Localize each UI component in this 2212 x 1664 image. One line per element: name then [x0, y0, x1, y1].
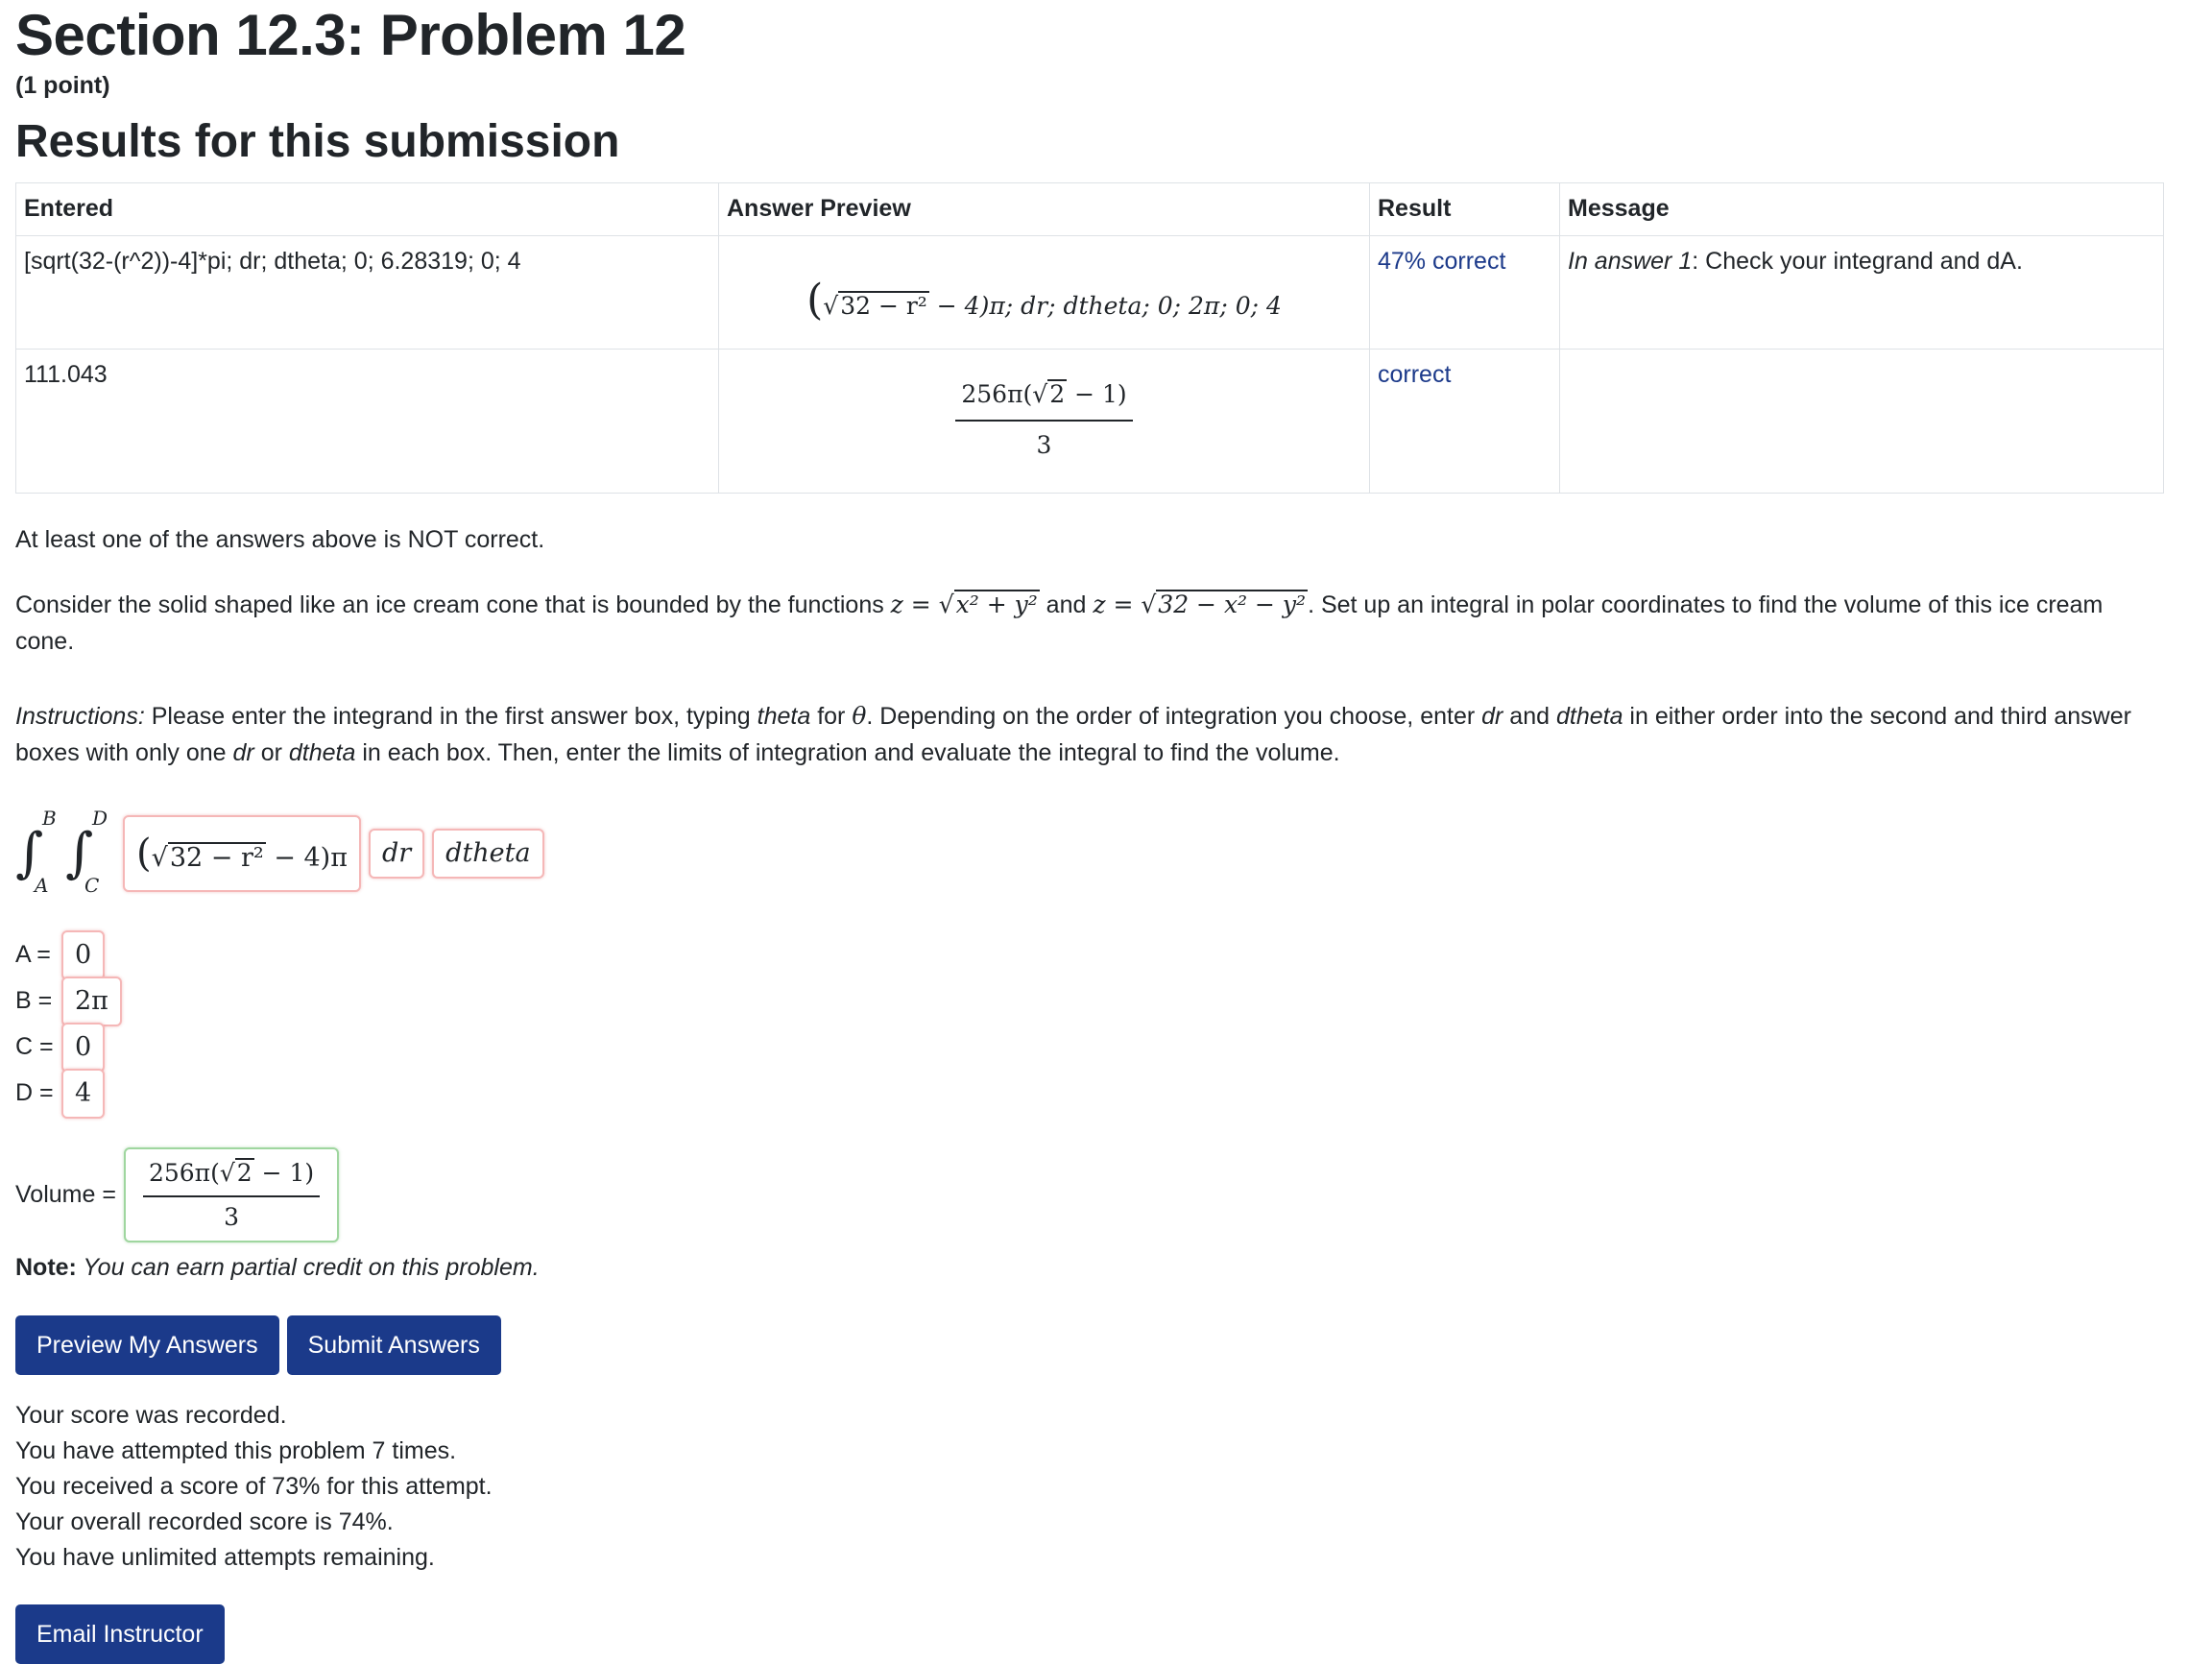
result-cell — [1370, 349, 1560, 493]
limit-b-input[interactable]: 2π — [61, 977, 122, 1027]
limit-b-row — [15, 978, 2197, 1025]
feedback-text: At least one of the answers above is NOT correct. — [15, 525, 545, 553]
status-line: You have unlimited attempts remaining. — [15, 1543, 435, 1571]
limit-d-input[interactable]: 4 — [61, 1069, 105, 1120]
message-prefix: In answer 1 — [1568, 247, 1693, 275]
results-header-row — [16, 183, 2164, 236]
differential-2-input[interactable]: dtheta — [432, 829, 543, 880]
preview-fraction: $\frac{256\pi(√2 - 1)}{3}$ — [955, 376, 1132, 464]
points-label: (1 point) — [15, 72, 110, 99]
preview-rest: − 4)π; dr; dtheta; 0; 2π; 0; 4 — [928, 291, 1282, 320]
email-instructor-button[interactable]: Email Instructor — [15, 1604, 225, 1664]
message-text: : Check your integrand and dA. — [1692, 247, 2023, 275]
status-line: You received a score of 73% for this attempt. — [15, 1472, 493, 1500]
limit-c-input[interactable]: 0 — [61, 1023, 105, 1073]
outer-integral-sign: ∫ B A — [15, 807, 57, 897]
result-text: correct — [1378, 360, 1452, 388]
limit-a-input[interactable]: 0 — [61, 930, 105, 981]
col-message: Message — [1560, 183, 2164, 236]
entered-cell: [sqrt(32-(r^2))-4]*pi; dr; dtheta; 0; 6.28319; 0; 4 — [16, 235, 719, 349]
limits-section — [15, 932, 2197, 1117]
col-answer-preview: Answer Preview — [719, 183, 1370, 236]
message-cell — [1560, 235, 2164, 349]
limit-c-row — [15, 1025, 2197, 1071]
limit-b-label: B = — [15, 987, 53, 1015]
col-result: Result — [1370, 183, 1560, 236]
result-text: 47% correct — [1378, 247, 1506, 275]
submit-answers-button[interactable]: Submit Answers — [287, 1315, 501, 1375]
result-cell — [1370, 235, 1560, 349]
results-heading: Results for this submission — [15, 116, 620, 167]
limit-d-row — [15, 1071, 2197, 1117]
message-cell — [1560, 349, 2164, 493]
table-row — [16, 349, 2164, 493]
volume-row — [15, 1147, 2197, 1242]
score-status — [15, 1398, 2197, 1576]
limit-a-row — [15, 932, 2197, 978]
status-line: Your score was recorded. — [15, 1401, 287, 1429]
differential-1-input[interactable]: dr — [369, 829, 424, 880]
partial-credit-note: Note: You can earn partial credit on this problem. — [15, 1254, 540, 1281]
preview-cell — [719, 349, 1370, 493]
limit-d-label: D = — [15, 1079, 54, 1107]
limit-a-label: A = — [15, 941, 51, 969]
table-row — [16, 235, 2164, 349]
integrand-input[interactable]: (√32 − r² − 4)π — [123, 815, 361, 892]
limit-c-label: C = — [15, 1033, 54, 1061]
status-line: Your overall recorded score is 74%. — [15, 1507, 394, 1535]
preview-answers-button[interactable]: Preview My Answers — [15, 1315, 279, 1375]
results-table — [15, 182, 2164, 494]
answer-buttons — [15, 1315, 2197, 1375]
volume-input[interactable]: $\frac{256\pi(√2 - 1)}{3}$ — [124, 1147, 339, 1242]
preview-cell — [719, 235, 1370, 349]
preview-sqrt: √32 − r² — [823, 291, 927, 320]
inner-integral-sign: ∫ D C — [65, 807, 108, 897]
page-title: Section 12.3: Problem 12 — [15, 3, 686, 67]
col-entered: Entered — [16, 183, 719, 236]
status-line: You have attempted this problem 7 times. — [15, 1436, 457, 1464]
entered-cell: 111.043 — [16, 349, 719, 493]
volume-label: Volume = — [15, 1180, 116, 1208]
integral-expression — [15, 806, 2197, 902]
problem-statement: Consider the solid shaped like an ice cream cone that is bounded by the functions z = √x² + y² and z = √32 − x² − y². Set up an integral in polar coordinates to find the volume of this ice cream cone. — [15, 591, 2104, 655]
preview-open-paren: ( — [806, 275, 824, 325]
instructions: Instructions: Please enter the integrand in the first answer box, typing theta for θ. Depending on the order of integration you choose, enter dr and dtheta in either order into the second and third answer boxes with only one dr or dtheta in each box. Then, enter the limits of integration and evaluate the integral to find the volume. — [15, 702, 2131, 766]
